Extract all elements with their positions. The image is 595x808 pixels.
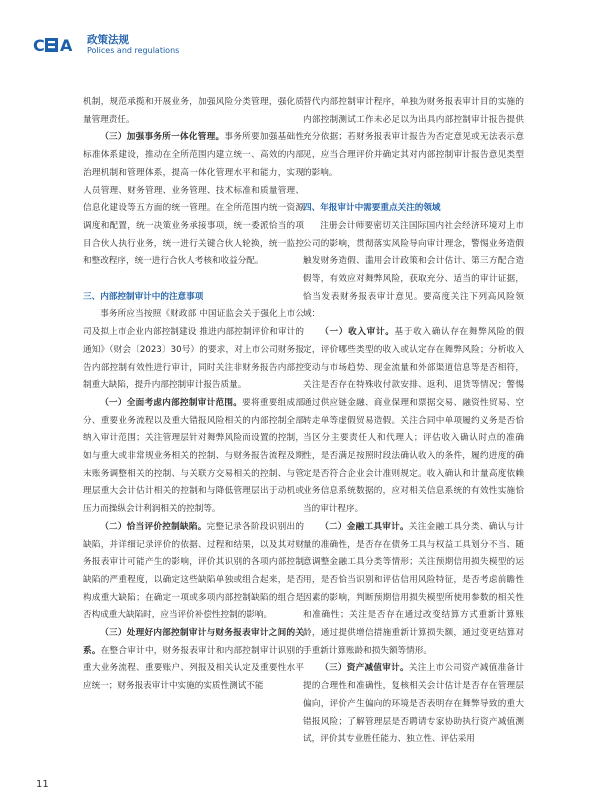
svg-text:C: C <box>33 36 45 55</box>
paragraph-lead: （三）加强事务所一体化管理。 <box>100 132 225 143</box>
paragraph <box>83 519 304 625</box>
paragraph <box>303 324 524 519</box>
paragraph <box>83 625 304 696</box>
section-subtitle: Polices and regulations <box>87 46 180 55</box>
paragraph-body: 基于收入确认存在舞弊风险的假定，评价哪些类型的收入或认定存在舞弊风险；分析收入变动与市场趋势、现金流量和外部渠道信息等是否相符，关注是否存在特殊收付款安排、返利、退货等情况；警惕通过供应链金融、商业保理和票据交易、融资性贸易、空转走单等虚假贸易造假。关注合同中单项履约义务是否恰当区分主要责任人和代理人；评估收入确认时点的准确性，是否满足按照时段法确认收入的条件，履约进度的确定是否符合企业会计准则规定。收入确认和计量高度依赖业务信息系统数据的，应对相关信息系统的有效性实施恰当的审计程序。 <box>303 327 524 515</box>
paragraph-body: 要将重要组成部分、重要业务流程以及重大错报风险相关的内部控制全部纳入审计范围；关注管理层针对舞弊风险而设置的控制，如与重大或非常规业务相关的控制、与财务报告流程及期末账务调整相关的控制、与关联方交易相关的控制、与管理层重大会计估计相关的控制和与降低管理层出于动机或压力而操纵会计利润相关的控制等。 <box>83 397 304 515</box>
left-column <box>83 94 304 696</box>
section-title: 政策法规 <box>87 34 129 46</box>
paragraph: 事务所应当按照《财政部 中国证监会关于强化上市公司及拟上市企业内部控制建设 推进内部控制评价和审计的通知》（财会〔2023〕30号）的要求，对上市公司财务报告内部控制有效性进行审计，同时关注非财务报告内部控制重大缺陷，提升内部控制审计报告质量。 <box>83 309 304 391</box>
svg-text:A: A <box>60 36 73 55</box>
paragraph: 替代内部控制审计程序，单独为财务报表审计目的实施的内部控制测试工作未必足以为出具内部控制审计报告提供充分依据；若财务报表审计报告为否定意见或无法表示意见，应当合理评价并确定其对内部控制审计报告意见类型的影响。 <box>303 97 524 178</box>
cicpa-logo <box>33 35 81 55</box>
paragraph-body: 关注上市公司资产减值准备计提的合理性和准确性，复核相关会计估计是否存在管理层偏向，评价产生偏向的环境是否表明存在舞弊导致的重大错报风险；了解管理层是否聘请专家协助执行资产减值测试，评价其专业胜任能力、独立性、评估采用 <box>303 663 524 745</box>
page-header <box>33 34 333 58</box>
paragraph <box>83 129 304 271</box>
section-heading: 三、内部控制审计中的注意事项 <box>83 291 204 302</box>
paragraph-lead: （一）收入审计。 <box>320 327 395 338</box>
paragraph-body: 在整合审计中，财务报表审计和内部控制审计识别的重大业务流程、重要账户、列报及相关认定及重要性水平应统一；财务报表审计中实施的实质性测试不能 <box>83 645 304 692</box>
right-column <box>303 94 524 749</box>
paragraph <box>83 395 304 519</box>
paragraph-lead: （三）资产减值审计。 <box>320 663 409 674</box>
paragraph <box>303 519 524 661</box>
paragraph-body: 关注金融工具分类、确认与计量的准确性，是否存在债务工具与权益工具划分不当、随意调整金融工具分类等情形；关注预期信用损失模型的运用，是否恰当识别和评估信用风险特征，是否考虑前瞻性因素的影响，判断预期信用损失模型所使用参数的相关性和准确性；关注是否存在通过改变结算方式重新计算账龄，通过提供增信措施重新计算损失额，通过变更结算对手重新计算账龄和损失额等情形。 <box>303 521 524 656</box>
paragraph-lead: （三）处理好内部控制审计与财务报表审计之间的关系。 <box>83 628 304 656</box>
paragraph-body: 事务所要加强基础性标准体系建设，推动在全所范围内建立统一、高效的内部治理机制和管理体系，提高一体化管理水平和能力，实现人员管理、财务管理、业务管理、技术标准和质量管理、信息化建设等五方面的统一管理。在全所范围内统一资源调度和配置，统一决策业务承接事项，统一委派恰当的项目合伙人执行业务，统一进行关键合伙人轮换，统一监控和整改程序，统一进行合伙人考核和收益分配。 <box>83 132 304 267</box>
section-heading: 四、年报审计中需要重点关注的领域 <box>303 203 441 214</box>
paragraph-body: 完整记录各阶段识别出的缺陷，并详细记录评价的依据、过程和结果，以及其对财务报表审计可能产生的影响，评价其识别的各项内部控制缺陷的严重程度，以确定这些缺陷单独或组合起来，是否构成重大缺陷；在确定一项或多项内部控制缺陷的组合是否构成重大缺陷时，应当评价补偿性控制的影响。 <box>83 521 304 621</box>
paragraph-lead: （二）金融工具审计。 <box>320 521 409 532</box>
paragraph-lead: （一）全面考虑内部控制审计范围。 <box>100 397 243 408</box>
paragraph: 机制，规范承揽和开展业务，加强风险分类管理，强化质量管理责任。 <box>83 97 304 125</box>
paragraph: 注册会计师要密切关注国际国内社会经济环境对上市公司的影响，贯彻落实风险导向审计理念，警惕业务造假触发财务造假、滥用会计政策和会计估计、第三方配合造假等，有效应对舞弊风险，获取充分、适当的审计证据，恰当发表财务报表审计意见。要高度关注下列高风险领域： <box>303 220 524 320</box>
paragraph-lead: （二）恰当评价控制缺陷。 <box>100 521 207 532</box>
paragraph <box>303 660 524 749</box>
page-number: 11 <box>36 779 49 790</box>
